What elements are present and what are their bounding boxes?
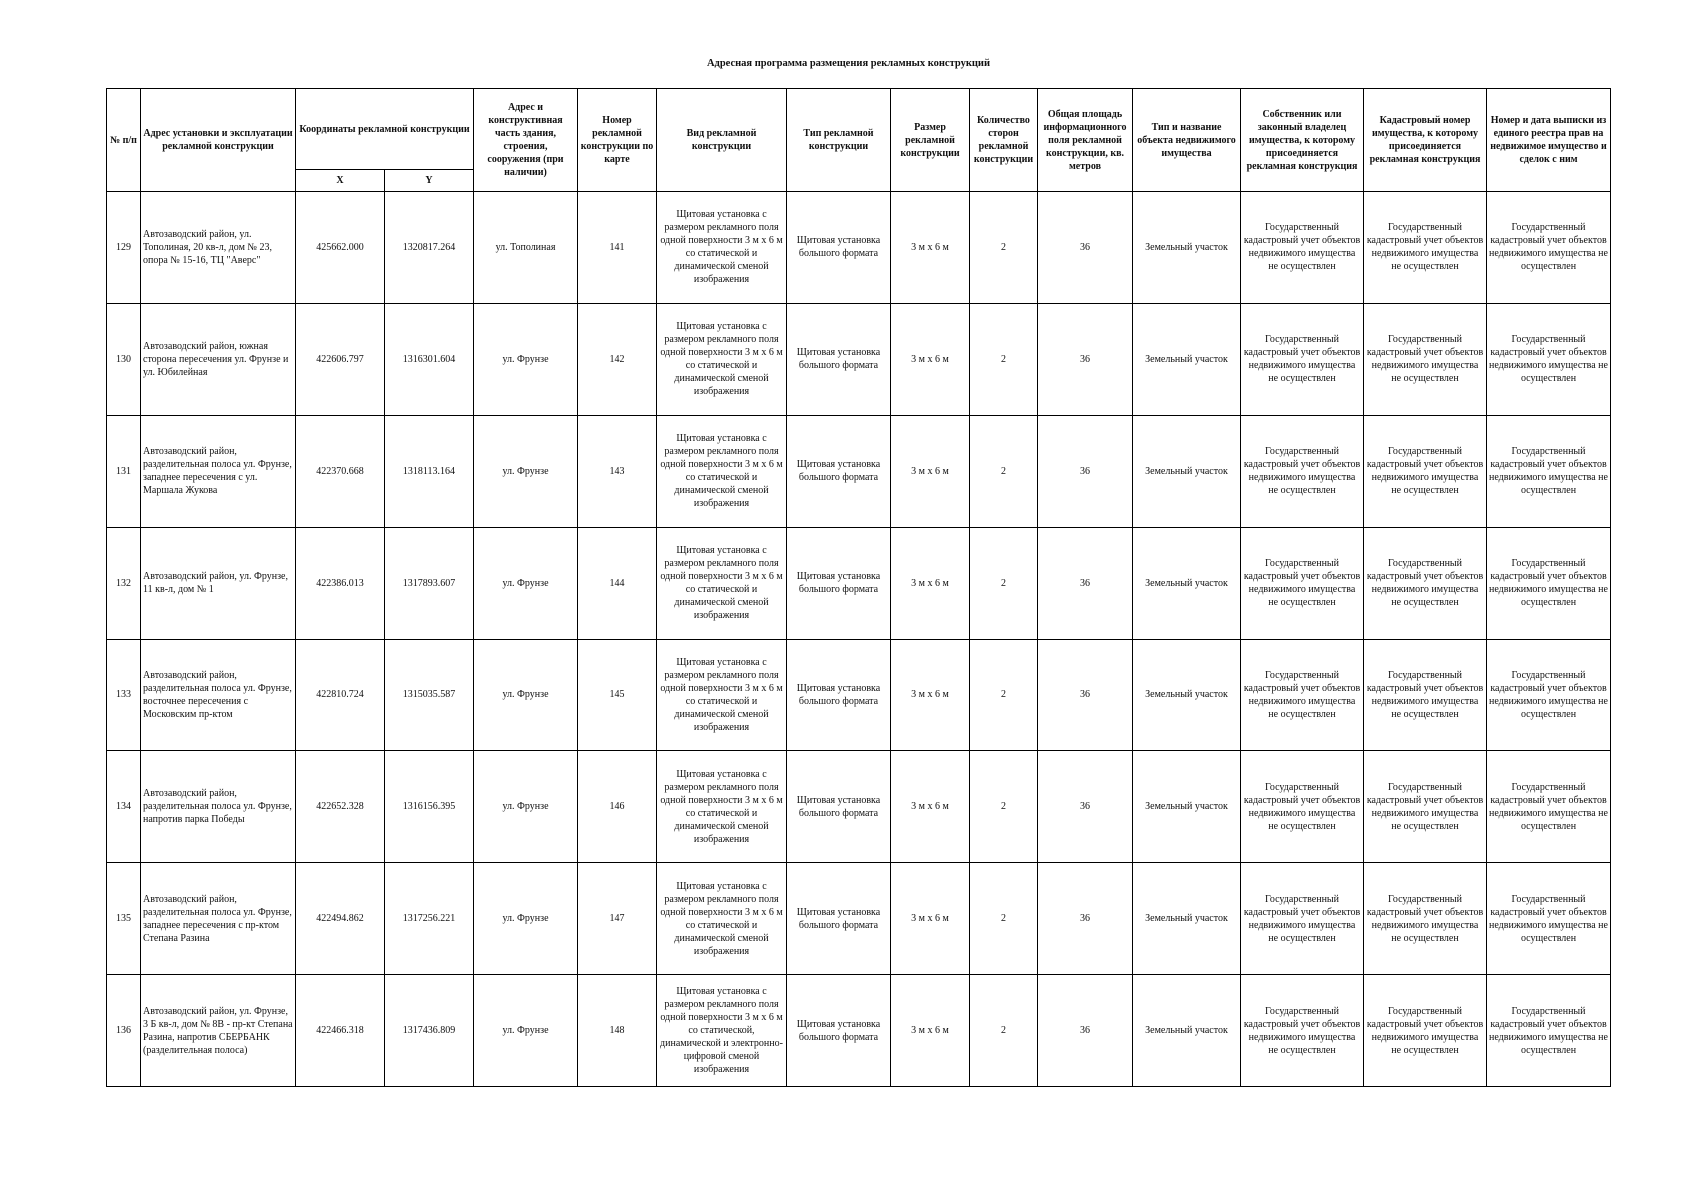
cell-x: 422466.318 [296,975,385,1087]
cell-kind: Щитовая установка с размером рекламного поля одной поверхности 3 м х 6 м со статической, динамической и электронно-цифровой сменой изображения [657,975,787,1087]
cell-registry: Государственный кадастровый учет объектов недвижимого имущества не осуществлен [1487,639,1611,751]
cell-x: 422370.668 [296,415,385,527]
cell-type: Щитовая установка большого формата [787,415,891,527]
cell-num: 129 [107,192,141,304]
cell-address: Автозаводский район, разделительная полоса ул. Фрунзе, западнее пересечения с пр-ктом Степана Разина [141,863,296,975]
cell-area: 36 [1038,415,1133,527]
cell-size: 3 м х 6 м [891,863,970,975]
cell-cadastral: Государственный кадастровый учет объектов недвижимого имущества не осуществлен [1364,751,1487,863]
cell-map-number: 142 [578,303,657,415]
header-map-number: Номер рекламной конструкции по карте [578,89,657,192]
cell-x: 422810.724 [296,639,385,751]
cell-kind: Щитовая установка с размером рекламного поля одной поверхности 3 м х 6 м со статической и динамической сменой изображения [657,415,787,527]
cell-object: Земельный участок [1133,192,1241,304]
cell-registry: Государственный кадастровый учет объектов недвижимого имущества не осуществлен [1487,192,1611,304]
cell-sides: 2 [970,527,1038,639]
cell-area: 36 [1038,303,1133,415]
cell-type: Щитовая установка большого формата [787,303,891,415]
cell-map-number: 148 [578,975,657,1087]
cell-building: ул. Тополиная [474,192,578,304]
cell-address: Автозаводский район, ул. Фрунзе, 3 Б кв-л, дом № 8В - пр-кт Степана Разина, напротив СБЕРБАНК (разделительная полоса) [141,975,296,1087]
cell-size: 3 м х 6 м [891,303,970,415]
cell-map-number: 141 [578,192,657,304]
cell-owner: Государственный кадастровый учет объектов недвижимого имущества не осуществлен [1241,192,1364,304]
cell-area: 36 [1038,527,1133,639]
cell-cadastral: Государственный кадастровый учет объектов недвижимого имущества не осуществлен [1364,975,1487,1087]
cell-owner: Государственный кадастровый учет объектов недвижимого имущества не осуществлен [1241,527,1364,639]
cell-address: Автозаводский район, разделительная полоса ул. Фрунзе, напротив парка Победы [141,751,296,863]
cell-num: 131 [107,415,141,527]
cell-kind: Щитовая установка с размером рекламного поля одной поверхности 3 м х 6 м со статической и динамической сменой изображения [657,751,787,863]
cell-num: 135 [107,863,141,975]
cell-registry: Государственный кадастровый учет объектов недвижимого имущества не осуществлен [1487,975,1611,1087]
cell-size: 3 м х 6 м [891,639,970,751]
header-owner: Собственник или законный владелец имущества, к которому присоединяется рекламная конструкция [1241,89,1364,192]
cell-y: 1317893.607 [385,527,474,639]
header-object: Тип и название объекта недвижимого имущества [1133,89,1241,192]
cell-cadastral: Государственный кадастровый учет объектов недвижимого имущества не осуществлен [1364,192,1487,304]
cell-sides: 2 [970,415,1038,527]
header-type: Тип рекламной конструкции [787,89,891,192]
table-row [107,639,1611,751]
cell-y: 1316156.395 [385,751,474,863]
cell-kind: Щитовая установка с размером рекламного поля одной поверхности 3 м х 6 м со статической и динамической сменой изображения [657,527,787,639]
cell-cadastral: Государственный кадастровый учет объектов недвижимого имущества не осуществлен [1364,639,1487,751]
cell-type: Щитовая установка большого формата [787,863,891,975]
cell-cadastral: Государственный кадастровый учет объектов недвижимого имущества не осуществлен [1364,863,1487,975]
cell-building: ул. Фрунзе [474,975,578,1087]
table-body [107,192,1611,1087]
header-y: Y [385,170,474,192]
table-row [107,527,1611,639]
cell-size: 3 м х 6 м [891,192,970,304]
cell-type: Щитовая установка большого формата [787,639,891,751]
header-size: Размер рекламной конструкции [891,89,970,192]
cell-area: 36 [1038,751,1133,863]
cell-size: 3 м х 6 м [891,975,970,1087]
header-registry: Номер и дата выписки из единого реестра прав на недвижимое имущество и сделок с ним [1487,89,1611,192]
cell-num: 134 [107,751,141,863]
cell-sides: 2 [970,751,1038,863]
cell-area: 36 [1038,975,1133,1087]
cell-object: Земельный участок [1133,863,1241,975]
cell-building: ул. Фрунзе [474,751,578,863]
cell-owner: Государственный кадастровый учет объектов недвижимого имущества не осуществлен [1241,639,1364,751]
cell-owner: Государственный кадастровый учет объектов недвижимого имущества не осуществлен [1241,303,1364,415]
cell-map-number: 143 [578,415,657,527]
cell-building: ул. Фрунзе [474,303,578,415]
table-row [107,303,1611,415]
cell-owner: Государственный кадастровый учет объектов недвижимого имущества не осуществлен [1241,863,1364,975]
cell-y: 1320817.264 [385,192,474,304]
cell-address: Автозаводский район, разделительная полоса ул. Фрунзе, восточнее пересечения с Московским пр-ктом [141,639,296,751]
cell-kind: Щитовая установка с размером рекламного поля одной поверхности 3 м х 6 м со статической и динамической сменой изображения [657,863,787,975]
cell-owner: Государственный кадастровый учет объектов недвижимого имущества не осуществлен [1241,415,1364,527]
cell-y: 1318113.164 [385,415,474,527]
cell-owner: Государственный кадастровый учет объектов недвижимого имущества не осуществлен [1241,975,1364,1087]
header-kind: Вид рекламной конструкции [657,89,787,192]
cell-building: ул. Фрунзе [474,527,578,639]
table-row [107,415,1611,527]
cell-object: Земельный участок [1133,751,1241,863]
cell-kind: Щитовая установка с размером рекламного поля одной поверхности 3 м х 6 м со статической и динамической сменой изображения [657,639,787,751]
cell-x: 422494.862 [296,863,385,975]
cell-cadastral: Государственный кадастровый учет объектов недвижимого имущества не осуществлен [1364,527,1487,639]
cell-y: 1315035.587 [385,639,474,751]
cell-sides: 2 [970,303,1038,415]
cell-building: ул. Фрунзе [474,639,578,751]
cell-map-number: 147 [578,863,657,975]
cell-type: Щитовая установка большого формата [787,192,891,304]
header-building: Адрес и конструктивная часть здания, строения, сооружения (при наличии) [474,89,578,192]
cell-map-number: 144 [578,527,657,639]
header-coordinates: Координаты рекламной конструкции [296,89,474,170]
header-sides: Количество сторон рекламной конструкции [970,89,1038,192]
cell-x: 422606.797 [296,303,385,415]
cell-cadastral: Государственный кадастровый учет объектов недвижимого имущества не осуществлен [1364,303,1487,415]
table-row [107,863,1611,975]
cell-num: 132 [107,527,141,639]
table-row [107,751,1611,863]
cell-kind: Щитовая установка с размером рекламного поля одной поверхности 3 м х 6 м со статической и динамической сменой изображения [657,303,787,415]
cell-x: 425662.000 [296,192,385,304]
cell-x: 422386.013 [296,527,385,639]
cell-num: 136 [107,975,141,1087]
cell-sides: 2 [970,975,1038,1087]
cell-kind: Щитовая установка с размером рекламного поля одной поверхности 3 м х 6 м со статической и динамической сменой изображения [657,192,787,304]
cell-type: Щитовая установка большого формата [787,751,891,863]
cell-registry: Государственный кадастровый учет объектов недвижимого имущества не осуществлен [1487,863,1611,975]
cell-object: Земельный участок [1133,639,1241,751]
ad-program-table [106,88,1611,1087]
cell-y: 1317256.221 [385,863,474,975]
cell-x: 422652.328 [296,751,385,863]
header-area: Общая площадь информационного поля рекламной конструкции, кв. метров [1038,89,1133,192]
cell-address: Автозаводский район, ул. Фрунзе, 11 кв-л, дом № 1 [141,527,296,639]
cell-object: Земельный участок [1133,527,1241,639]
cell-type: Щитовая установка большого формата [787,975,891,1087]
cell-object: Земельный участок [1133,303,1241,415]
cell-size: 3 м х 6 м [891,751,970,863]
cell-registry: Государственный кадастровый учет объектов недвижимого имущества не осуществлен [1487,751,1611,863]
cell-sides: 2 [970,639,1038,751]
cell-size: 3 м х 6 м [891,527,970,639]
cell-area: 36 [1038,863,1133,975]
table-row [107,975,1611,1087]
cell-building: ул. Фрунзе [474,863,578,975]
cell-type: Щитовая установка большого формата [787,527,891,639]
cell-address: Автозаводский район, разделительная полоса ул. Фрунзе, западнее пересечения с ул. Маршала Жукова [141,415,296,527]
cell-registry: Государственный кадастровый учет объектов недвижимого имущества не осуществлен [1487,303,1611,415]
cell-sides: 2 [970,863,1038,975]
cell-registry: Государственный кадастровый учет объектов недвижимого имущества не осуществлен [1487,527,1611,639]
cell-num: 130 [107,303,141,415]
header-num: № п/п [107,89,141,192]
cell-num: 133 [107,639,141,751]
table-row [107,192,1611,304]
cell-address: Автозаводский район, ул. Тополиная, 20 кв-л, дом № 23, опора № 15-16, ТЦ "Аверс" [141,192,296,304]
cell-building: ул. Фрунзе [474,415,578,527]
cell-y: 1316301.604 [385,303,474,415]
cell-address: Автозаводский район, южная сторона пересечения ул. Фрунзе и ул. Юбилейная [141,303,296,415]
cell-area: 36 [1038,192,1133,304]
header-address: Адрес установки и эксплуатации рекламной конструкции [141,89,296,192]
header-x: X [296,170,385,192]
cell-map-number: 146 [578,751,657,863]
cell-object: Земельный участок [1133,975,1241,1087]
cell-size: 3 м х 6 м [891,415,970,527]
cell-map-number: 145 [578,639,657,751]
cell-owner: Государственный кадастровый учет объектов недвижимого имущества не осуществлен [1241,751,1364,863]
header-cadastral: Кадастровый номер имущества, к которому присоединяется рекламная конструкция [1364,89,1487,192]
cell-registry: Государственный кадастровый учет объектов недвижимого имущества не осуществлен [1487,415,1611,527]
cell-cadastral: Государственный кадастровый учет объектов недвижимого имущества не осуществлен [1364,415,1487,527]
document-title: Адресная программа размещения рекламных конструкций [706,58,991,69]
cell-area: 36 [1038,639,1133,751]
cell-object: Земельный участок [1133,415,1241,527]
cell-sides: 2 [970,192,1038,304]
cell-y: 1317436.809 [385,975,474,1087]
